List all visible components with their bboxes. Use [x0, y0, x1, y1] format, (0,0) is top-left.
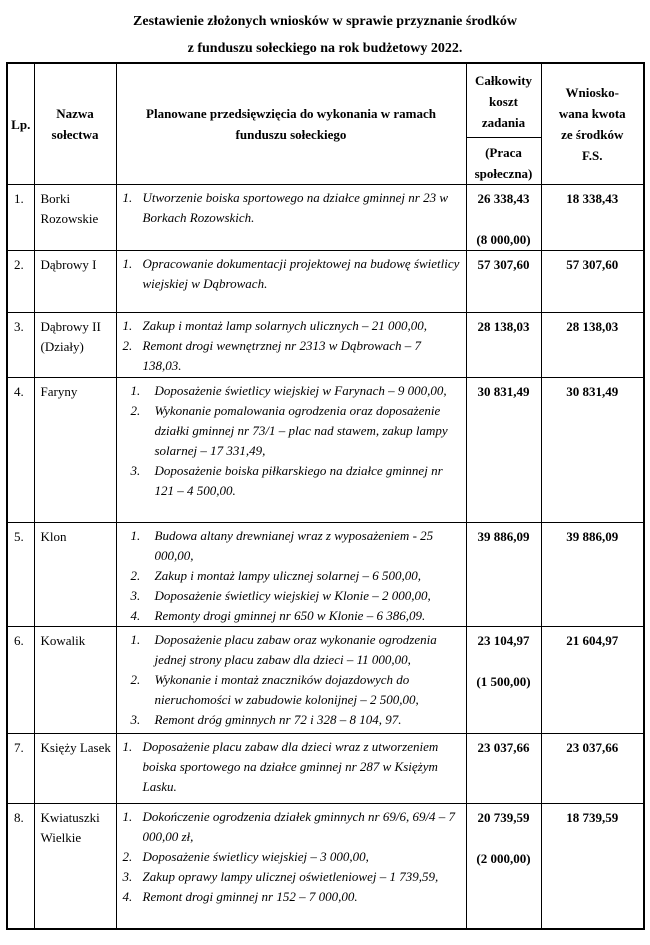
project-item-text: Opracowanie dokumentacji projektowej na budowę świetlicy wiejskiej w Dąbrowach.	[142, 256, 460, 291]
project-item-number: 3.	[130, 588, 141, 603]
total-cost-value: 57 307,60	[477, 257, 530, 272]
title-line-1: Zestawienie złożonych wniosków w sprawie przyznanie środków	[133, 14, 517, 29]
total-cost-cell	[466, 627, 541, 734]
village-name: Dąbrowy I	[34, 251, 116, 313]
project-item-text: Doposażenie świetlicy wiejskiej w Klonie – 2 000,00,	[154, 588, 431, 603]
project-item-text: Remonty drogi gminnej nr 650 w Klonie – 6 386,09.	[154, 608, 426, 623]
header-total-cost	[466, 63, 541, 185]
project-item	[131, 566, 462, 586]
project-list	[116, 251, 466, 313]
project-item	[131, 710, 462, 730]
project-item-text: Doposażenie placu zabaw dla dzieci wraz z utworzeniem boiska sportowego na działce gminnej nr 287 w Księżym Lasku.	[142, 739, 439, 794]
project-item-number: 1.	[122, 318, 133, 333]
project-item	[131, 606, 462, 626]
row-number: 7.	[7, 734, 34, 804]
row-number: 5.	[7, 523, 34, 627]
project-item-text: Doposażenie boiska piłkarskiego na działce gminnej nr 121 – 4 500,00.	[154, 463, 443, 498]
project-item-number: 1.	[130, 383, 141, 398]
row-number: 3.	[7, 313, 34, 378]
project-list	[116, 734, 466, 804]
project-item	[123, 316, 462, 336]
total-cost-cell	[466, 734, 541, 804]
project-item-number: 3.	[122, 869, 133, 884]
project-item	[131, 461, 462, 501]
village-name: Dąbrowy II (Działy)	[34, 313, 116, 378]
total-cost-value: 30 831,49	[477, 384, 530, 399]
project-item-number: 3.	[130, 712, 141, 727]
project-item-text: Doposażenie świetlicy wiejskiej – 3 000,00,	[142, 849, 369, 864]
project-item-text: Utworzenie boiska sportowego na działce gminnej nr 23 w Borkach Rozowskich.	[142, 190, 448, 225]
header-lp: Lp.	[7, 63, 34, 185]
project-item-number: 4.	[122, 889, 133, 904]
project-item	[131, 526, 462, 566]
requested-amount-value: 30 831,49	[541, 378, 644, 523]
project-item	[131, 401, 462, 461]
requested-amount-value: 28 138,03	[541, 313, 644, 378]
applications-table	[6, 62, 645, 930]
project-item-text: Budowa altany drewnianej wraz z wyposażeniem - 25 000,00,	[154, 528, 434, 563]
project-item-number: 1.	[122, 256, 133, 271]
project-item-number: 1.	[122, 190, 133, 205]
social-work-value: (1 500,00)	[476, 674, 531, 689]
project-item-text: Zakup oprawy lampy ulicznej oświetleniowej – 1 739,59,	[142, 869, 439, 884]
total-cost-value: 39 886,09	[477, 529, 530, 544]
total-cost-value: 20 739,59	[477, 810, 530, 825]
table-row	[7, 251, 644, 313]
table-row	[7, 523, 644, 627]
project-item-number: 2.	[130, 672, 141, 687]
project-item-number: 1.	[130, 632, 141, 647]
header-projects: Planowane przedsięwzięcia do wykonania w ramach funduszu sołeckiego	[116, 63, 466, 185]
project-item-text: Remont drogi gminnej nr 152 – 7 000,00.	[142, 889, 358, 904]
project-item-number: 4.	[130, 608, 141, 623]
project-list	[116, 804, 466, 929]
total-cost-value: 23 104,97	[477, 633, 530, 648]
project-item	[123, 847, 462, 867]
project-item-text: Remont dróg gminnych nr 72 i 328 – 8 104, 97.	[154, 712, 402, 727]
table-row	[7, 734, 644, 804]
project-item-number: 2.	[122, 849, 133, 864]
header-requested-amount: Wniosko-wana kwota ze środków F.S.	[541, 63, 644, 185]
village-name: Księży Lasek	[34, 734, 116, 804]
village-name: Faryny	[34, 378, 116, 523]
project-item	[123, 807, 462, 847]
requested-amount-value: 21 604,97	[541, 627, 644, 734]
project-item-text: Doposażenie placu zabaw oraz wykonanie ogrodzenia jednej strony placu zabaw dla dzieci – 11 000,00,	[154, 632, 437, 667]
project-item-number: 2.	[122, 338, 133, 353]
requested-amount-value: 39 886,09	[541, 523, 644, 627]
project-item-text: Doposażenie świetlicy wiejskiej w Farynach – 9 000,00,	[154, 383, 447, 398]
header-village-name: Nazwa sołectwa	[34, 63, 116, 185]
project-item-text: Dokończenie ogrodzenia działek gminnych nr 69/6, 69/4 – 7 000,00 zł,	[142, 809, 456, 844]
row-number: 6.	[7, 627, 34, 734]
project-item-number: 1.	[122, 739, 133, 754]
project-item	[131, 381, 462, 401]
total-cost-cell	[466, 251, 541, 313]
total-cost-value: 23 037,66	[477, 740, 530, 755]
total-cost-cell	[466, 378, 541, 523]
table-body	[7, 185, 644, 929]
social-work-value: (8 000,00)	[476, 232, 531, 247]
project-item-text: Wykonanie i montaż znaczników dojazdowych do nieruchomości w zabudowie kolonijnej – 2 500,00,	[154, 672, 419, 707]
project-item	[131, 630, 462, 670]
project-item-number: 2.	[130, 568, 141, 583]
table-row	[7, 313, 644, 378]
requested-amount-value: 18 739,59	[541, 804, 644, 929]
requested-amount-value: 23 037,66	[541, 734, 644, 804]
table-row	[7, 185, 644, 251]
project-item	[131, 586, 462, 606]
project-item-text: Wykonanie pomalowania ogrodzenia oraz doposażenie działki gminnej nr 73/1 – plac nad stawem, zakup lampy solarnej – 17 331,49,	[154, 403, 448, 458]
project-list	[116, 185, 466, 251]
project-item-number: 1.	[130, 528, 141, 543]
project-item	[123, 254, 462, 294]
table-row	[7, 627, 644, 734]
project-list	[116, 523, 466, 627]
row-number: 1.	[7, 185, 34, 251]
row-number: 8.	[7, 804, 34, 929]
total-cost-cell	[466, 523, 541, 627]
table-row	[7, 804, 644, 929]
table-row	[7, 378, 644, 523]
project-list	[116, 627, 466, 734]
requested-amount-value: 57 307,60	[541, 251, 644, 313]
project-item-text: Zakup i montaż lamp solarnych ulicznych – 21 000,00,	[142, 318, 428, 333]
project-item-text: Remont drogi wewnętrznej nr 2313 w Dąbrowach – 7 138,03.	[142, 338, 422, 373]
header-total-cost-label: Całkowity koszt zadania	[467, 64, 541, 138]
total-cost-value: 26 338,43	[477, 191, 530, 206]
project-item	[123, 737, 462, 797]
project-item-number: 3.	[130, 463, 141, 478]
project-item	[123, 887, 462, 907]
village-name: Klon	[34, 523, 116, 627]
total-cost-cell	[466, 185, 541, 251]
document-title	[0, 0, 650, 62]
table-header-row	[7, 63, 644, 185]
village-name: Kwiatuszki Wielkie	[34, 804, 116, 929]
project-item-text: Zakup i montaż lampy ulicznej solarnej – 6 500,00,	[154, 568, 421, 583]
row-number: 4.	[7, 378, 34, 523]
total-cost-cell	[466, 804, 541, 929]
row-number: 2.	[7, 251, 34, 313]
project-item	[123, 867, 462, 887]
project-list	[116, 313, 466, 378]
header-social-work-label: (Praca społeczna)	[474, 145, 533, 181]
title-line-2: z funduszu sołeckiego na rok budżetowy 2022.	[187, 41, 463, 56]
total-cost-cell	[466, 313, 541, 378]
village-name: Kowalik	[34, 627, 116, 734]
project-item	[123, 336, 462, 376]
social-work-value: (2 000,00)	[476, 851, 531, 866]
requested-amount-value: 18 338,43	[541, 185, 644, 251]
project-item-number: 2.	[130, 403, 141, 418]
project-item	[131, 670, 462, 710]
project-item-number: 1.	[122, 809, 133, 824]
project-item	[123, 188, 462, 228]
project-list	[116, 378, 466, 523]
village-name: Borki Rozowskie	[34, 185, 116, 251]
total-cost-value: 28 138,03	[477, 319, 530, 334]
